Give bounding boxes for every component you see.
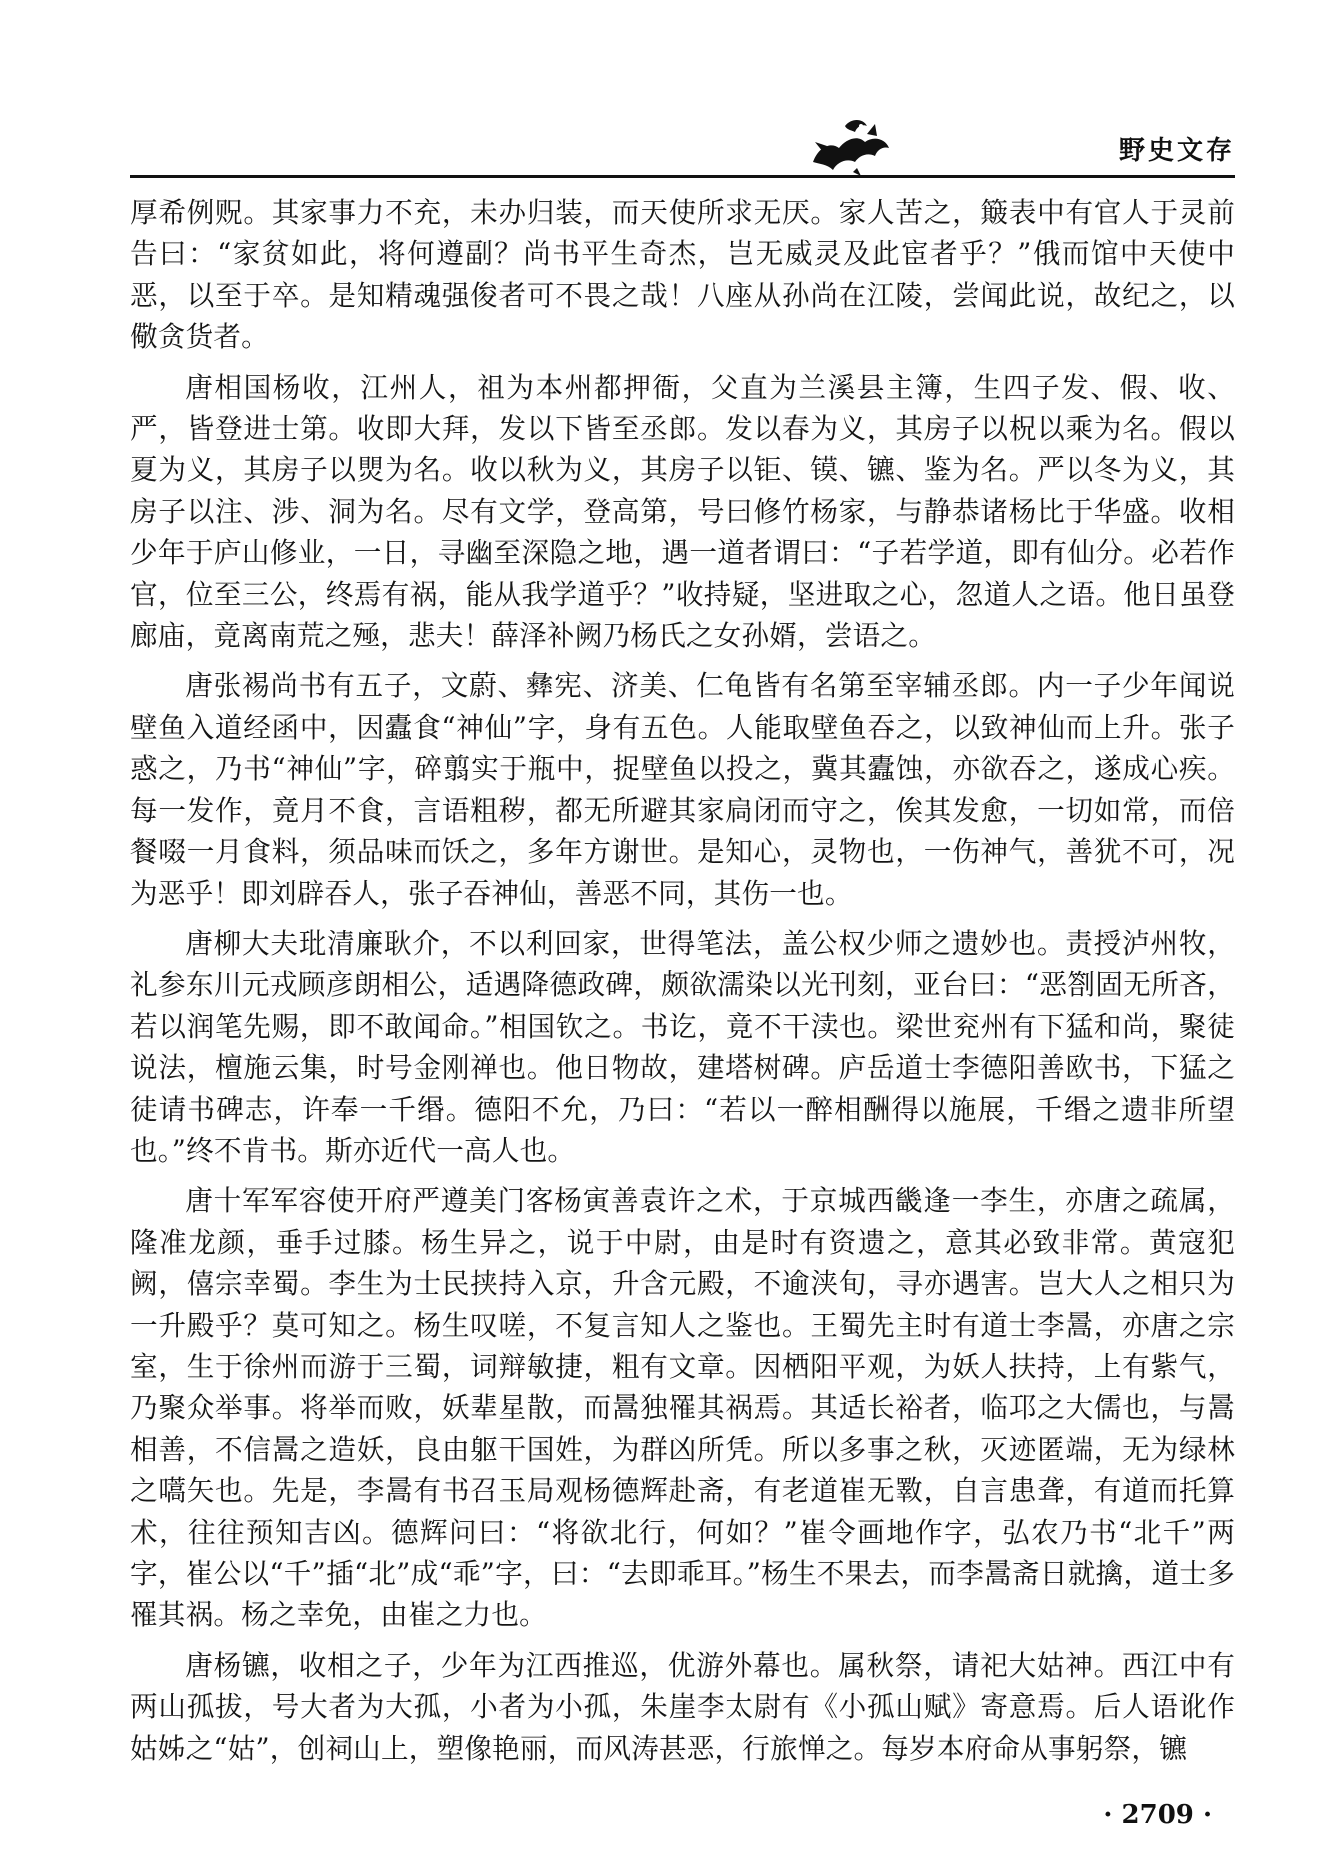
- dragon-emblem-icon: [805, 112, 895, 178]
- header-rule: [130, 175, 1235, 178]
- text-body: [130, 192, 1235, 1778]
- page-number: · 2709 ·: [1103, 1800, 1212, 1830]
- section-title: 野史文存: [1118, 136, 1235, 166]
- paragraph-yang-shou: 唐相国杨收，江州人，祖为本州都押衙，父直为兰溪县主簿，生四子发、假、收、严，皆登进士第。收即大拜，发以下皆至丞郎。发以春为义，其房子以柷以乘为名。假以夏为义，其房子以煛为名。收以秋为义，其房子以钜、镆、镳、鉴为名。严以冬为义，其房子以注、涉、洞为名。尽有文学，登高第，号曰修竹杨家，与静恭诸杨比于华盛。收相少年于庐山修业，一日，寻幽至深隐之地，遇一道者谓曰：“子若学道，即有仙分。必若作官，位至三公，终焉有祸，能从我学道乎？”收持疑，坚进取之心，忽道人之语。他日虽登廊庙，竟离南荒之殛，悲夫！薛泽补阙乃杨氏之女孙婿，尝语之。: [130, 370, 1235, 653]
- page-header: [130, 100, 1235, 178]
- paragraph-zhang-he: 唐张裼尚书有五子，文蔚、彝宪、济美、仁龟皆有名第至宰辅丞郎。内一子少年闻说壁鱼入道经函中，因蠹食“神仙”字，身有五色。人能取壁鱼吞之，以致神仙而上升。张子惑之，乃书“神仙”字，碎翦实于瓶中，捉壁鱼以投之，冀其蠹蚀，亦欲吞之，遂成心疾。每一发作，竟月不食，言语粗秽，都无所避其家扃闭而守之，俟其发愈，一切如常，而倍餐啜一月食料，须品味而饫之，多年方谢世。是知心，灵物也，一伤神气，善犹不可，况为恶乎！即刘辟吞人，张子吞神仙，善恶不同，其伤一也。: [130, 669, 1235, 910]
- paragraph-liu-pin: 唐柳大夫玭清廉耿介，不以利回家，世得笔法，盖公权少师之遗妙也。责授泸州牧，礼参东川元戎顾彦朗相公，适遇降德政碑，颇欲濡染以光刊刻，亚台曰：“恶劄固无所吝，若以润笔先赐，即不敢闻命。”相国钦之。书讫，竟不干渎也。梁世兖州有下猛和尚，聚徒说法，檀施云集，时号金刚禅也。他日物故，建塔树碑。庐岳道士李德阳善欧书，下猛之徒请书碑志，许奉一千缗。德阳不允，乃曰：“若以一醉相酬得以施展，千缗之遗非所望也。”终不肯书。斯亦近代一高人也。: [130, 926, 1235, 1167]
- paragraph-continuation: 厚希例贶。其家事力不充，未办归装，而天使所求无厌。家人苦之，簸表中有官人于灵前告曰：“家贫如此，将何遵副？尚书平生奇杰，岂无威灵及此宦者乎？”俄而馆中天使中恶，以至于卒。是知精魂强俊者可不畏之哉！八座从孙尚在江陵，尝闻此说，故纪之，以儆贪货者。: [130, 196, 1235, 354]
- paragraph-yang-biao: 唐杨镳，收相之子，少年为江西推巡，优游外幕也。属秋祭，请祀大姑神。西江中有两山孤拔，号大者为大孤，小者为小孤，朱崖李太尉有《小孤山赋》寄意焉。后人语讹作姑姊之“姑”，创祠山上，塑像艳丽，而风涛甚恶，行旅惮之。每岁本府命从事躬祭，镳: [130, 1648, 1235, 1765]
- paragraph-yang-yin: 唐十军军容使开府严遵美门客杨寅善袁许之术，于京城西畿逢一李生，亦唐之疏属，隆准龙颜，垂手过膝。杨生异之，说于中尉，由是时有资遗之，意其必致非常。黄寇犯阙，僖宗幸蜀。李生为士民挟持入京，升含元殿，不逾浃旬，寻亦遇害。岂大人之相只为一升殿乎？莫可知之。杨生叹嗟，不复言知人之鉴也。王蜀先主时有道士李暠，亦唐之宗室，生于徐州而游于三蜀，词辩敏捷，粗有文章。因栖阳平观，为妖人扶持，上有紫气，乃聚众举事。将举而败，妖辈星散，而暠独罹其祸焉。其适长裕者，临邛之大儒也，与暠相善，不信暠之造妖，良由躯干国姓，为群凶所凭。所以多事之秋，灭迹匿端，无为绿林之嚆矢也。先是，李暠有书召玉局观杨德辉赴斋，有老道崔无斁，自言患聋，有道而托算术，往往预知吉凶。德辉问曰：“将欲北行，何如？”崔令画地作字，弘农乃书“北千”两字，崔公以“千”插“北”成“乖”字，曰：“去即乖耳。”杨生不果去，而李暠斋日就擒，道士多罹其祸。杨之幸免，由崔之力也。: [130, 1184, 1235, 1632]
